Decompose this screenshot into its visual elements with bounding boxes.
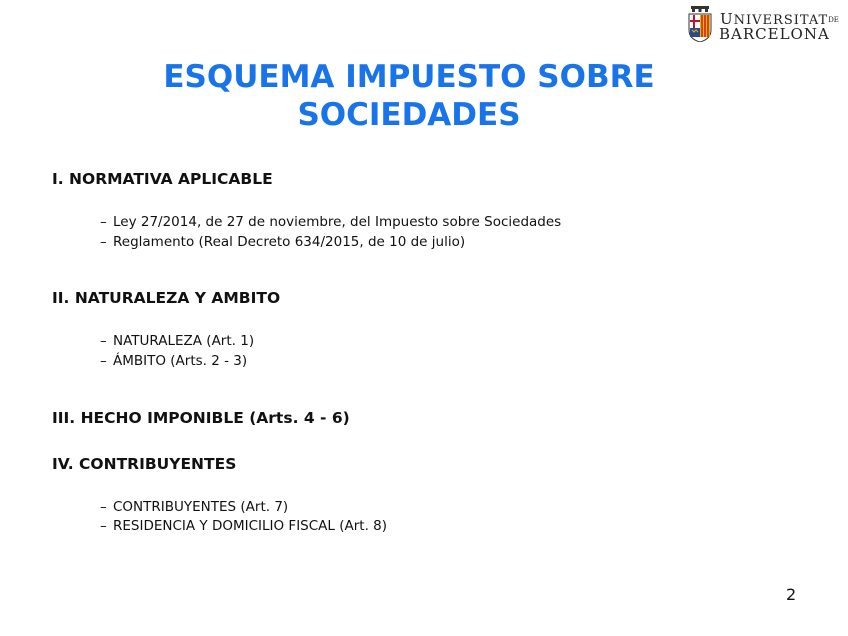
section-heading-normativa: I. NORMATIVA APLICABLE: [52, 170, 273, 188]
bullet-dash: –: [100, 234, 107, 250]
bullet-dash: –: [100, 518, 107, 534]
logo-text-barcelona: BARCELONA: [719, 25, 830, 43]
bullet-dash: –: [100, 333, 107, 349]
bullet-dash: –: [100, 214, 107, 230]
bullet-text: NATURALEZA (Art. 1): [113, 333, 255, 349]
bullet-dash: –: [100, 353, 107, 369]
bullet-text: ÁMBITO (Arts. 2 - 3): [113, 353, 248, 369]
bullet-text: CONTRIBUYENTES (Art. 7): [113, 499, 289, 515]
section-heading-hecho-imponible: III. HECHO IMPONIBLE (Arts. 4 - 6): [52, 409, 350, 427]
bullet-item: [100, 214, 561, 230]
bullet-item: [100, 333, 254, 349]
slide-title: [0, 58, 818, 134]
section-heading-naturaleza: II. NATURALEZA Y AMBITO: [52, 289, 281, 307]
bullet-text: Reglamento (Real Decreto 634/2015, de 10 de julio): [113, 234, 466, 250]
logo-text-universitat: UNIVERSITATDE: [720, 10, 839, 28]
bullet-item: [100, 499, 288, 515]
university-shield-icon: [688, 6, 712, 42]
slide-title-line-2: SOCIEDADES: [297, 97, 521, 133]
bullet-text: Ley 27/2014, de 27 de noviembre, del Impuesto sobre Sociedades: [113, 214, 562, 230]
bullet-text: RESIDENCIA Y DOMICILIO FISCAL (Art. 8): [113, 518, 388, 534]
bullet-item: [100, 353, 247, 369]
section-heading-contribuyentes: IV. CONTRIBUYENTES: [52, 455, 237, 473]
bullet-dash: –: [100, 499, 107, 515]
university-logo: [688, 6, 839, 46]
page-number: 2: [786, 585, 797, 604]
slide-title-line-1: ESQUEMA IMPUESTO SOBRE: [163, 59, 655, 95]
bullet-item: [100, 234, 465, 250]
bullet-item: [100, 518, 387, 534]
